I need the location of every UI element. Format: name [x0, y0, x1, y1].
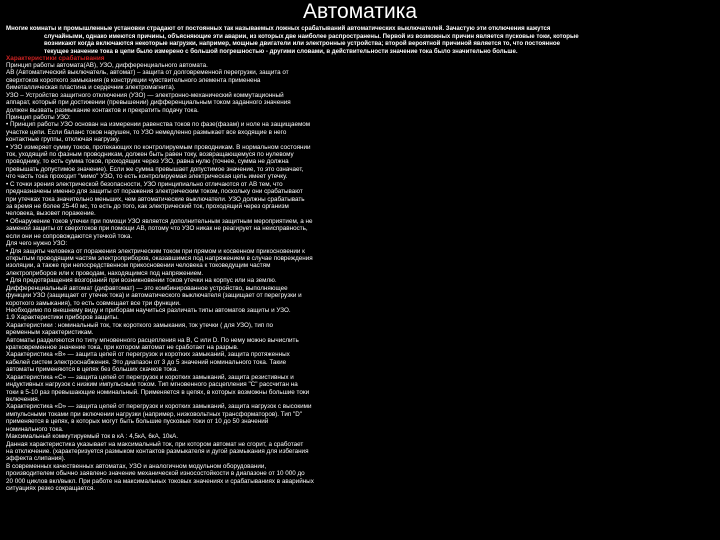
- body-line: • Принцип работы УЗО основан на измерении равенства токов по фазе(фазам) и ноле на защищаемом: [6, 121, 311, 129]
- body-line: УЗО – Устройство защитного отключения (УЗО) — электронно-механический коммутационный: [6, 91, 284, 99]
- body-line: Характеристика «D» — защита цепей от перегрузок и коротких замыканий, защита нагрузок с высокими: [6, 403, 312, 411]
- body-line: электроприборов или к проводам, находящимся под напряжением.: [6, 269, 204, 277]
- body-line: должен вызвать размыкание контактов и прекратить подачу тока.: [6, 106, 199, 114]
- body-line: • Для предотвращения возгораний при возникновении токов утечки на корпус или на землю.: [6, 277, 277, 285]
- body-line: кабелей систем электроснабжения. Это диапазон от 3 до 5 значений номинального тока. Такие: [6, 358, 287, 366]
- body-line: Характеристика «C» — защита цепей от перегрузок и коротких замыканий, защита резистивных и: [6, 373, 294, 381]
- body-line: на отключение. (характеризуется размыком контактов размыкателя и дугой размыкания для избегания: [6, 447, 309, 455]
- body-line: импульсными токами при включении нагрузки (например, низковольтных трансформаторов). Тип "D": [6, 410, 303, 418]
- body-line: • Обнаружение токов утечки при помощи УЗО является дополнительным защитным мероприятием, а не: [6, 217, 313, 225]
- body-line: биметаллическая пластина и сердечник электромагнита).: [6, 84, 176, 92]
- body-line: 20 000 циклов вкл/выкл. При работе на максимальных токовых значениях и срабатываниях в аварийных: [6, 477, 314, 485]
- body-line: Характеристика «B» — защита цепей от перегрузок и коротких замыканий, защита протяженных: [6, 351, 290, 359]
- body-line: Автоматы разделяются по типу мгновенного расцепления на B, C или D. По нему можно вычислить: [6, 336, 299, 344]
- body-line: • С точки зрения электрической безопасности, УЗО принципиально отличаются от АВ тем, что: [6, 180, 283, 188]
- intro-line: случайными, однако имеются причины, объясняющие эти аварии, из которых две наиболее распространены. Первой из возможных причин является пусковые токи, которые: [44, 32, 579, 40]
- body-line: временным характеристикам.: [6, 329, 94, 337]
- body-line: производителем обычно заявлено значение механической износостойкости в диапазоне от 10 000 до: [6, 470, 305, 478]
- body-line: заменой защиты от сверхтоков при помощи АВ, потому что УЗО никак не реагирует на неисправность,: [6, 225, 308, 233]
- body-text: [6, 62, 366, 492]
- body-line: В современных качественных автоматах, УЗО и аналогичном модульном оборудовании,: [6, 462, 267, 470]
- body-line: функции УЗО (защищает от утечек тока) и автоматического выключателя (защищает от перегрузки и: [6, 292, 302, 300]
- body-line: включения.: [6, 395, 40, 403]
- body-line: автоматы применяются в цепях без больших скачков тока.: [6, 366, 179, 374]
- body-line: эффекта слипания).: [6, 455, 66, 463]
- body-line: участке цепи. Если баланс токов нарушен, то УЗО немедленно размыкает все входящие в него: [6, 128, 287, 136]
- body-line: при утечках тока значительно меньших, чем автоматические выключатели. УЗО должны срабатывать: [6, 195, 305, 203]
- body-line: Дифференциальный автомат (дифавтомат) — это комбинированное устройство, выполняющее: [6, 284, 288, 292]
- body-line: применяется в цепях, в которых могут быть большие пусковые токи от 10 до 50 значений: [6, 418, 269, 426]
- body-line: сверхтоков короткого замыкания (в конструкции чувствительного элемента применена: [6, 76, 261, 84]
- body-line: если они не сопровождаются утечкой тока.: [6, 232, 133, 240]
- body-line: предназначены именно для защиты от поражения электрическим током, поскольку они срабатывают: [6, 188, 303, 196]
- body-line: человека, вызовет поражение.: [6, 210, 96, 218]
- body-line: • Для защиты человека от поражения электрическим током при прямом и косвенном прикосновении к: [6, 247, 305, 255]
- intro-line: Многие комнаты и промышленные установки страдают от постоянных так называемых ложных срабатываний автоматических выключателей. Зачастую эти отключения кажутся: [6, 25, 551, 32]
- body-line: контактные группы, отключая нагрузку.: [6, 136, 120, 144]
- body-line: ток, уходящий по фазным проводникам, должен быть равен току, возвращающемуся по нулевому: [6, 151, 294, 159]
- body-line: короткого замыкания), то есть совмещает все три функции.: [6, 299, 181, 307]
- body-line: Максимальный коммутируемый ток в кА : 4,5кА, 6кА, 10кА.: [6, 433, 179, 441]
- body-line: Принцип работы автомата(АВ), УЗО, дифференциального автомата.: [6, 62, 208, 69]
- intro-line: текущее значение тока в цепи было измерено с большой погрешностью - другими словами, в действительности значение тока было значительно больше.: [44, 47, 518, 55]
- body-line: изоляции, а также при непосредственном прикосновении человека к токоведущим частям: [6, 262, 271, 270]
- body-line: токи в 5-10 раз превышающие номинальный. Применяется в цепях, в которых возможны большие токи: [6, 388, 310, 396]
- body-line: Для чего нужно УЗО:: [6, 240, 68, 248]
- body-line: номинального тока.: [6, 425, 64, 433]
- section-subheading: Характеристики срабатывания: [6, 55, 105, 62]
- body-line: за время не более 25-40 мс, то есть до того, как электрический ток, проходящий через организм: [6, 203, 289, 211]
- body-line: 1.9 Характеристики приборов защиты.: [6, 314, 119, 322]
- intro-line: возникают когда включаются некоторые нагрузки, например, мощные двигатели или электронные устройства; второй вероятной причиной является то, что постоянное: [44, 40, 561, 48]
- intro-paragraph: [6, 25, 714, 55]
- body-line: аппарат, который при достижении (превышении) дифференциальным током заданного значения: [6, 99, 291, 107]
- body-line: Необходимо по внешнему виду и приборам научиться различать типы автоматов защиты и УЗО.: [6, 306, 291, 314]
- body-line: превышать допустимое значение). Если же сумма превышает допустимое значение, то это означает,: [6, 165, 304, 173]
- body-line: что часть тока проходит "мимо" УЗО, то есть контролируемая электрическая цепь имеет утечку.: [6, 173, 288, 181]
- slide-title: Автоматика: [302, 0, 418, 23]
- body-line: Характеристики : номинальный ток, ток короткого замыкания, ток утечки ( для УЗО), тип по: [6, 321, 274, 329]
- body-line: АВ (Автоматический выключатель, автомат) – защита от долговременной перегрузки, защита от: [6, 69, 289, 77]
- body-line: кратковременное значение тока, при котором автомат не сработает на разрыв.: [6, 344, 239, 352]
- body-line: открытым проводящим частям электроприборов, оказавшимся под напряжением в случае повреждения: [6, 254, 313, 262]
- body-line: Данная характеристика указывает на максимальный ток, при котором автомат не сгорит, а сработает: [6, 440, 304, 448]
- body-line: • УЗО измеряет сумму токов, протекающих по контролируемым проводникам. В нормальном состоянии: [6, 143, 311, 151]
- body-line: индуктивных нагрузок с низким импульсным током. Тип мгновенного расцепления "C" рассчитан на: [6, 381, 298, 389]
- body-line: проводнику, то есть сумма токов, проходящих через УЗО, равна нулю (точнее, сумма не должна: [6, 158, 289, 166]
- body-line: Принцип работы УЗО:: [6, 113, 71, 121]
- body-line: ситуациях резко сокращается.: [6, 485, 96, 493]
